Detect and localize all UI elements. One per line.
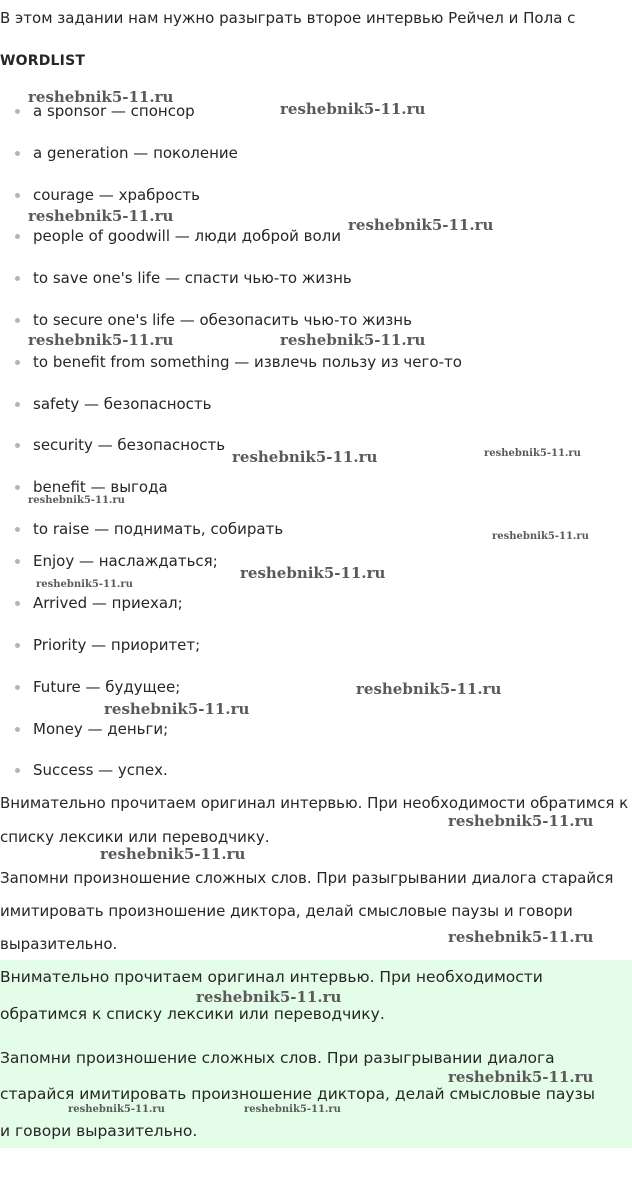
watermark: reshebnik5-11.ru [448, 812, 594, 830]
list-item-text: benefit — выгода [33, 478, 168, 497]
paragraph-1-line-2: списку лексики или переводчику. [0, 828, 270, 846]
list-item [0, 310, 462, 352]
highlight-line-2: обратимся к списку лексики или переводчику. [0, 1005, 385, 1023]
watermark: reshebnik5-11.ru [492, 531, 589, 542]
bullet-icon [15, 768, 20, 773]
paragraph-2-line-2: имитировать произношение диктора, делай смысловые паузы и говори [0, 902, 573, 920]
bullet-icon [15, 360, 20, 365]
list-item [0, 226, 462, 268]
bullet-icon [15, 109, 20, 114]
list-item-text: Enjoy — наслаждаться; [33, 552, 218, 571]
list-item [0, 394, 462, 436]
watermark: reshebnik5-11.ru [348, 216, 494, 234]
watermark: reshebnik5-11.ru [36, 579, 133, 590]
bullet-icon [15, 318, 20, 323]
list-item [0, 719, 462, 761]
bullet-icon [15, 559, 20, 564]
list-item-text: to raise — поднимать, собирать [33, 519, 284, 538]
watermark: reshebnik5-11.ru [280, 331, 426, 349]
highlight-line-5: и говори выразительно. [0, 1122, 198, 1140]
list-item [0, 519, 462, 552]
list-item-text: to secure one's life — обезопасить чью-то жизнь [33, 310, 412, 329]
highlight-line-4: старайся имитировать произношение диктора, делай смысловые паузы [0, 1085, 596, 1103]
watermark: reshebnik5-11.ru [28, 207, 174, 225]
intro-text: В этом задании нам нужно разыграть второе интервью Рейчел и Пола с [0, 9, 576, 27]
list-item-text: Success — успех. [33, 761, 168, 780]
watermark: reshebnik5-11.ru [484, 448, 581, 459]
list-item-text: Priority — приоритет; [33, 636, 201, 655]
list-item [0, 352, 462, 394]
list-item-text: a generation — поколение [33, 143, 238, 162]
watermark: reshebnik5-11.ru [232, 448, 378, 466]
bullet-icon [15, 443, 20, 448]
bullet-icon [15, 402, 20, 407]
paragraph-2-line-3: выразительно. [0, 935, 118, 953]
watermark: reshebnik5-11.ru [28, 88, 174, 106]
bullet-icon [15, 234, 20, 239]
bullet-icon [15, 151, 20, 156]
list-item [0, 635, 462, 677]
watermark: reshebnik5-11.ru [240, 564, 386, 582]
list-item [0, 143, 462, 185]
paragraph-1-line-1: Внимательно прочитаем оригинал интервью. При необходимости обратимся к [0, 794, 629, 812]
list-item-text: Money — деньги; [33, 719, 169, 738]
highlight-line-1: Внимательно прочитаем оригинал интервью. При необходимости [0, 968, 543, 986]
watermark: reshebnik5-11.ru [448, 1068, 594, 1086]
highlight-box [0, 960, 632, 1148]
watermark: reshebnik5-11.ru [28, 331, 174, 349]
list-item [0, 593, 462, 635]
list-item [0, 677, 462, 719]
list-item-text: safety — безопасность [33, 394, 212, 413]
list-item-text: Future — будущее; [33, 677, 181, 696]
list-item [0, 477, 462, 519]
watermark: reshebnik5-11.ru [280, 100, 426, 118]
bullet-icon [15, 527, 20, 532]
list-item-text: a sponsor — спонсор [33, 102, 195, 120]
list-item-text: to save one's life — спасти чью-то жизнь [33, 269, 352, 288]
wordlist [0, 101, 462, 802]
bullet-icon [15, 727, 20, 732]
watermark: reshebnik5-11.ru [356, 680, 502, 698]
highlight-line-3: Запомни произношение сложных слов. При разыгрывании диалога [0, 1049, 555, 1067]
watermark: reshebnik5-11.ru [196, 988, 342, 1006]
list-item [0, 435, 462, 477]
bullet-icon [15, 685, 20, 690]
bullet-icon [15, 485, 20, 490]
list-item [0, 551, 462, 593]
paragraph-2-line-1: Запомни произношение сложных слов. При разыгрывании диалога старайся [0, 869, 614, 887]
bullet-icon [15, 276, 20, 281]
list-item [0, 101, 462, 143]
watermark: reshebnik5-11.ru [244, 1104, 341, 1115]
watermark: reshebnik5-11.ru [100, 845, 246, 863]
watermark: reshebnik5-11.ru [68, 1104, 165, 1115]
list-item-text: to benefit from something — извлечь пользу из чего-то [33, 352, 462, 371]
list-item [0, 268, 462, 310]
watermark: reshebnik5-11.ru [28, 495, 125, 506]
list-item [0, 185, 462, 227]
bullet-icon [15, 193, 20, 198]
list-item-text: security — безопасность [33, 436, 226, 455]
list-item-text: courage — храбрость [33, 185, 200, 204]
list-item-text: Arrived — приехал; [33, 594, 183, 613]
list-item-text: people of goodwill — люди доброй воли [33, 227, 342, 246]
bullet-icon [15, 601, 20, 606]
bullet-icon [15, 643, 20, 648]
wordlist-heading: WORDLIST [0, 53, 86, 69]
watermark: reshebnik5-11.ru [104, 700, 250, 718]
watermark: reshebnik5-11.ru [448, 928, 594, 946]
